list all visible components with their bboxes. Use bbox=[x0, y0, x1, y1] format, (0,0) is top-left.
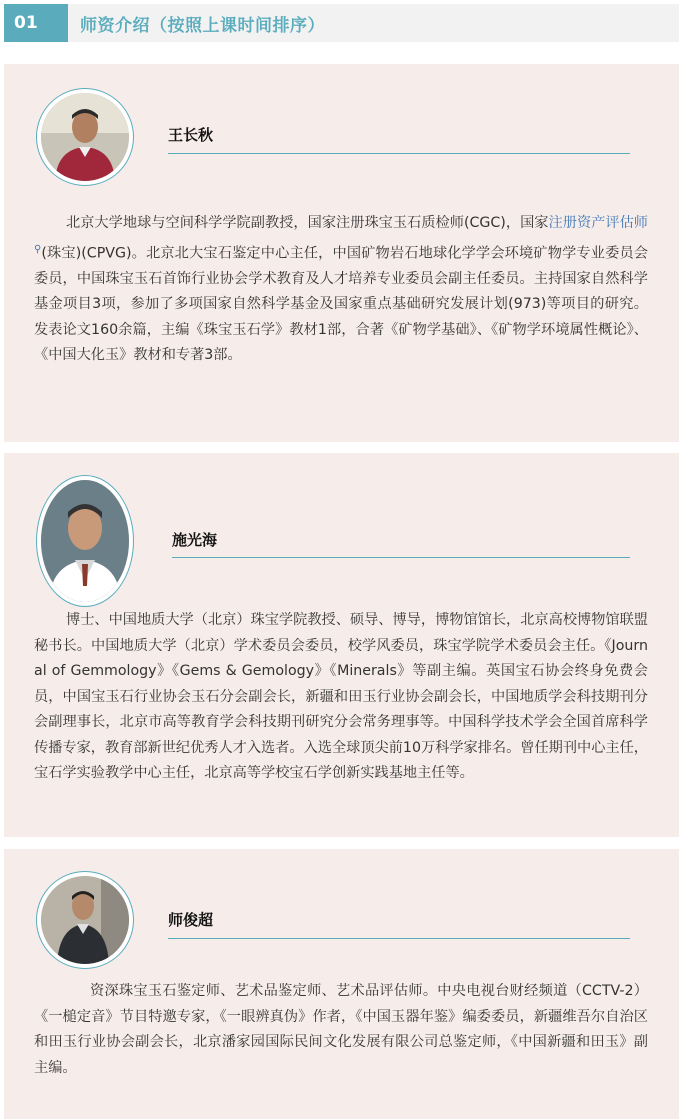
teacher-card-3 bbox=[4, 849, 679, 1119]
avatar-frame bbox=[36, 475, 134, 607]
portrait-icon bbox=[41, 876, 129, 964]
teacher-bio bbox=[34, 211, 648, 369]
section-number: 01 bbox=[4, 4, 68, 42]
teacher-card-2 bbox=[4, 453, 679, 837]
portrait-icon bbox=[41, 93, 129, 181]
avatar-frame bbox=[36, 88, 134, 186]
teacher-name: 施光海 bbox=[172, 531, 218, 549]
name-underline bbox=[168, 938, 630, 939]
section-title: 师资介绍（按照上课时间排序） bbox=[80, 15, 325, 36]
bio-link[interactable]: 注册资产评估师 bbox=[548, 215, 648, 231]
name-underline bbox=[172, 557, 630, 558]
bio-text-pre: 北京大学地球与空间科学学院副教授，国家注册珠宝玉石质检师(CGC)，国家 bbox=[66, 215, 549, 231]
section-header bbox=[4, 4, 679, 42]
avatar-shi-junchao bbox=[41, 876, 129, 964]
portrait-icon bbox=[41, 480, 129, 602]
avatar-frame bbox=[36, 871, 134, 969]
search-icon[interactable]: ⚲ bbox=[34, 243, 42, 255]
avatar-shi-guanghai bbox=[41, 480, 129, 602]
teacher-bio: 资深珠宝玉石鉴定师、艺术品鉴定师、艺术品评估师。中央电视台财经频道（CCTV-2）《一槌定音》节目特邀专家，《一眼辨真伪》作者，《中国玉器年鉴》编委委员，新疆维吾尔自治区和田玉行业协会副会长，北京潘家园国际民间文化发展有限公司总鉴定师，《中国新疆和田玉》副主编。 bbox=[34, 983, 648, 1076]
teacher-card-1 bbox=[4, 64, 679, 442]
teacher-name: 王长秋 bbox=[168, 126, 214, 144]
name-underline bbox=[168, 153, 630, 154]
teacher-bio: 博士、中国地质大学（北京）珠宝学院教授、硕导、博导，博物馆馆长，北京高校博物馆联盟秘书长。中国地质大学（北京）学术委员会委员，校学风委员，珠宝学院学术委员会主任。《Journal of Gemmology》《Gems & Gemology》《Minerals》等副主编。英国宝石协会终身免费会员，中国宝玉石行业协会玉石分会副会长，新疆和田玉行业协会副会长，中国地质学会科技期刊分会副理事长，北京市高等教育学会科技期刊研究分会常务理事等。中国科学技术学会全国首席科学传播专家，教育部新世纪优秀人才入选者。入选全球顶尖前10万科学家排名。曾任期刊中心主任，宝石学实验教学中心主任，北京高等学校宝石学创新实践基地主任等。 bbox=[34, 612, 648, 781]
bio-text-post: (珠宝)(CPVG)。北京北大宝石鉴定中心主任，中国矿物岩石地球化学学会环境矿物学专业委员会委员，中国珠宝玉石首饰行业协会学术教育及人才培养专业委员会副主任委员。主持国家自然科学基金项目3项，参加了多项国家自然科学基金及国家重点基础研究发展计划(973)等项目的研究。发表论文160余篇，主编《珠宝玉石学》教材1部，合著《矿物学基础》、《矿物学环境属性概论》、《中国大化玉》教材和专著3部。 bbox=[34, 245, 648, 364]
teacher-name: 师俊超 bbox=[168, 911, 214, 929]
avatar-wang bbox=[41, 93, 129, 181]
